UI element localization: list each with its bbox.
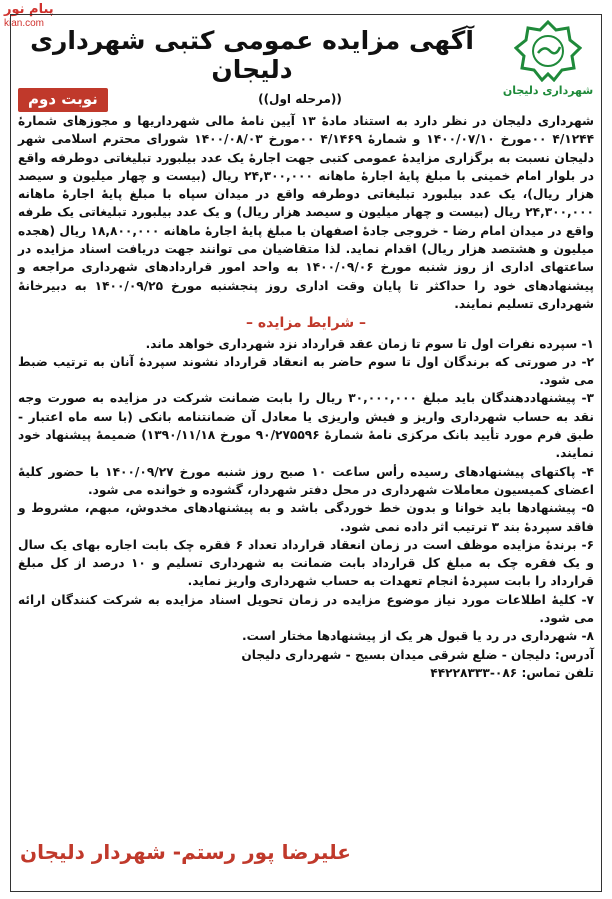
condition-item: ۳- پیشنهاددهندگان باید مبلغ ۳۰,۰۰۰,۰۰۰ ریال را بابت ضمانت شرکت در مزایده به صورت وجه نقد به حساب شهرداری واریز و فیش واریزی یا معادل آن ضمانتنامه بانکی (با سه ماه اعتبار - طبق فرم مورد تأیید بانک مرکزی نامهٔ شمارهٔ ۹۰/۲۷۵۵۹۶ مورخ ۱۳۹۰/۱۱/۱۸) ضمیمهٔ پیشنهاد خود نمایند. <box>18 391 594 461</box>
address-line: آدرس: دلیجان - ضلع شرقی میدان بسیج - شهرداری دلیجان <box>241 647 594 662</box>
condition-item: ۸- شهرداری در رد یا قبول هر یک از پیشنهادها مختار است. <box>242 629 594 644</box>
stage-label: ((مرحله اول)) <box>258 92 342 106</box>
watermark-url: kian.com <box>4 18 45 29</box>
condition-item: ۲- در صورتی که برندگان اول تا سوم حاضر به انعقاد قرارداد نشوند سپردهٔ آنان به ترتیب ضبط می شود. <box>18 354 594 388</box>
condition-item: ۷- کلیهٔ اطلاعات مورد نیاز موضوع مزایده در زمان تحویل اسناد مزایده به شرکت کنندگان ارائه می شود. <box>18 592 594 626</box>
intro-paragraph: شهرداری دلیجان در نظر دارد به استناد مادهٔ ۱۳ آیین نامهٔ مالی شهرداریها و مجوزهای شمارهٔ ۴/۱۲۴۴ ۰۰مورخ ۱۴۰۰/۰۷/۱۰ و شمارهٔ ۴/۱۴۶۹ ۰۰مورخ ۱۴۰۰/۰۸/۰۳ شورای محترم اسلامی شهر دلیجان نسبت به برگزاری مزایدهٔ عمومی کتبی جهت اجارهٔ یک عدد بیلبورد تبلیغاتی دوطرفه واقع در بلوار امام خمینی با مبلغ پایهٔ اجارهٔ ماهانه ۲۴,۳۰۰,۰۰۰ ریال (بیست و چهار میلیون و سیصد هزار ریال)، یک عدد بیلبورد تبلیغاتی دوطرفه واقع در میدان سپاه با مبلغ پایهٔ اجارهٔ ماهانه ۲۴,۳۰۰,۰۰۰ ریال (بیست و چهار میلیون و سیصد هزار ریال) و یک عدد بیلبورد تبلیغاتی یک طرفه واقع در میدان امام رضا - خروجی جادهٔ اصفهان با مبلغ پایهٔ اجارهٔ ماهانه ۱۸,۸۰۰,۰۰۰ ریال (هجده میلیون و هشتصد هزار ریال) اقدام نماید. لذا متقاضیان می توانند جهت دریافت اسناد مزایده در ساعتهای اداری از روز شنبه مورخ ۱۴۰۰/۰۹/۰۶ به واحد امور قراردادهای شهرداری مراجعه و پیشنهادهای خود را حداکثر تا پایان وقت اداری روز پنجشنبه مورخ ۱۴۰۰/۰۹/۲۵ به دبیرخانهٔ شهرداری تسلیم نمایند. <box>18 114 595 311</box>
condition-item: ۴- پاکتهای پیشنهادهای رسیده رأس ساعت ۱۰ صبح روز شنبه مورخ ۱۴۰۰/۰۹/۲۷ با حضور کلیهٔ اعضای کمیسیون معاملات شهرداری در محل دفتر شهردار، گشوده و خوانده می شود. <box>18 464 594 497</box>
condition-item: ۵- پیشنهادها باید خوانا و بدون خط خوردگی باشد و به پیشنهادهای مخدوش، مبهم، مشروط و فاقد سپردهٔ بند ۳ ترتیب اثر داده نمی شود. <box>18 501 594 534</box>
watermark-brand: پیام نور <box>4 2 54 17</box>
municipality-logo <box>502 20 594 106</box>
logo-caption: شهرداری دلیجان <box>502 84 594 97</box>
condition-item: ۶- برندهٔ مزایده موظف است در زمان انعقاد قرارداد تعداد ۶ فقره چک بابت اجاره بهای یک سال و یک فقره چک به مبلغ کل قرارداد بابت ضمانت به شهرداری تسلیم و ۱۰ درصد از کل مبلغ قرارداد را بابت سپردهٔ انجام تعهدات به حساب شهرداری واریز نماید. <box>18 537 595 589</box>
notice-body <box>18 112 594 682</box>
page-title: آگهی مزایده عمومی کتبی شهرداری دلیجان <box>30 26 474 84</box>
signature-text: علیرضا پور رستم- شهردار دلیجان <box>20 840 351 864</box>
condition-item: ۱- سپرده نفرات اول تا سوم تا زمان عقد قرارداد نزد شهرداری خواهد ماند. <box>145 336 594 351</box>
conditions-heading: – شرایط مزایده – <box>246 315 366 332</box>
round-badge: نوبت دوم <box>18 88 108 112</box>
signature-line <box>20 840 590 864</box>
phone-line: تلفن تماس: ۰۸۶-۴۴۲۲۸۳۳۳ <box>430 665 594 680</box>
logo-emblem-icon <box>514 20 582 82</box>
